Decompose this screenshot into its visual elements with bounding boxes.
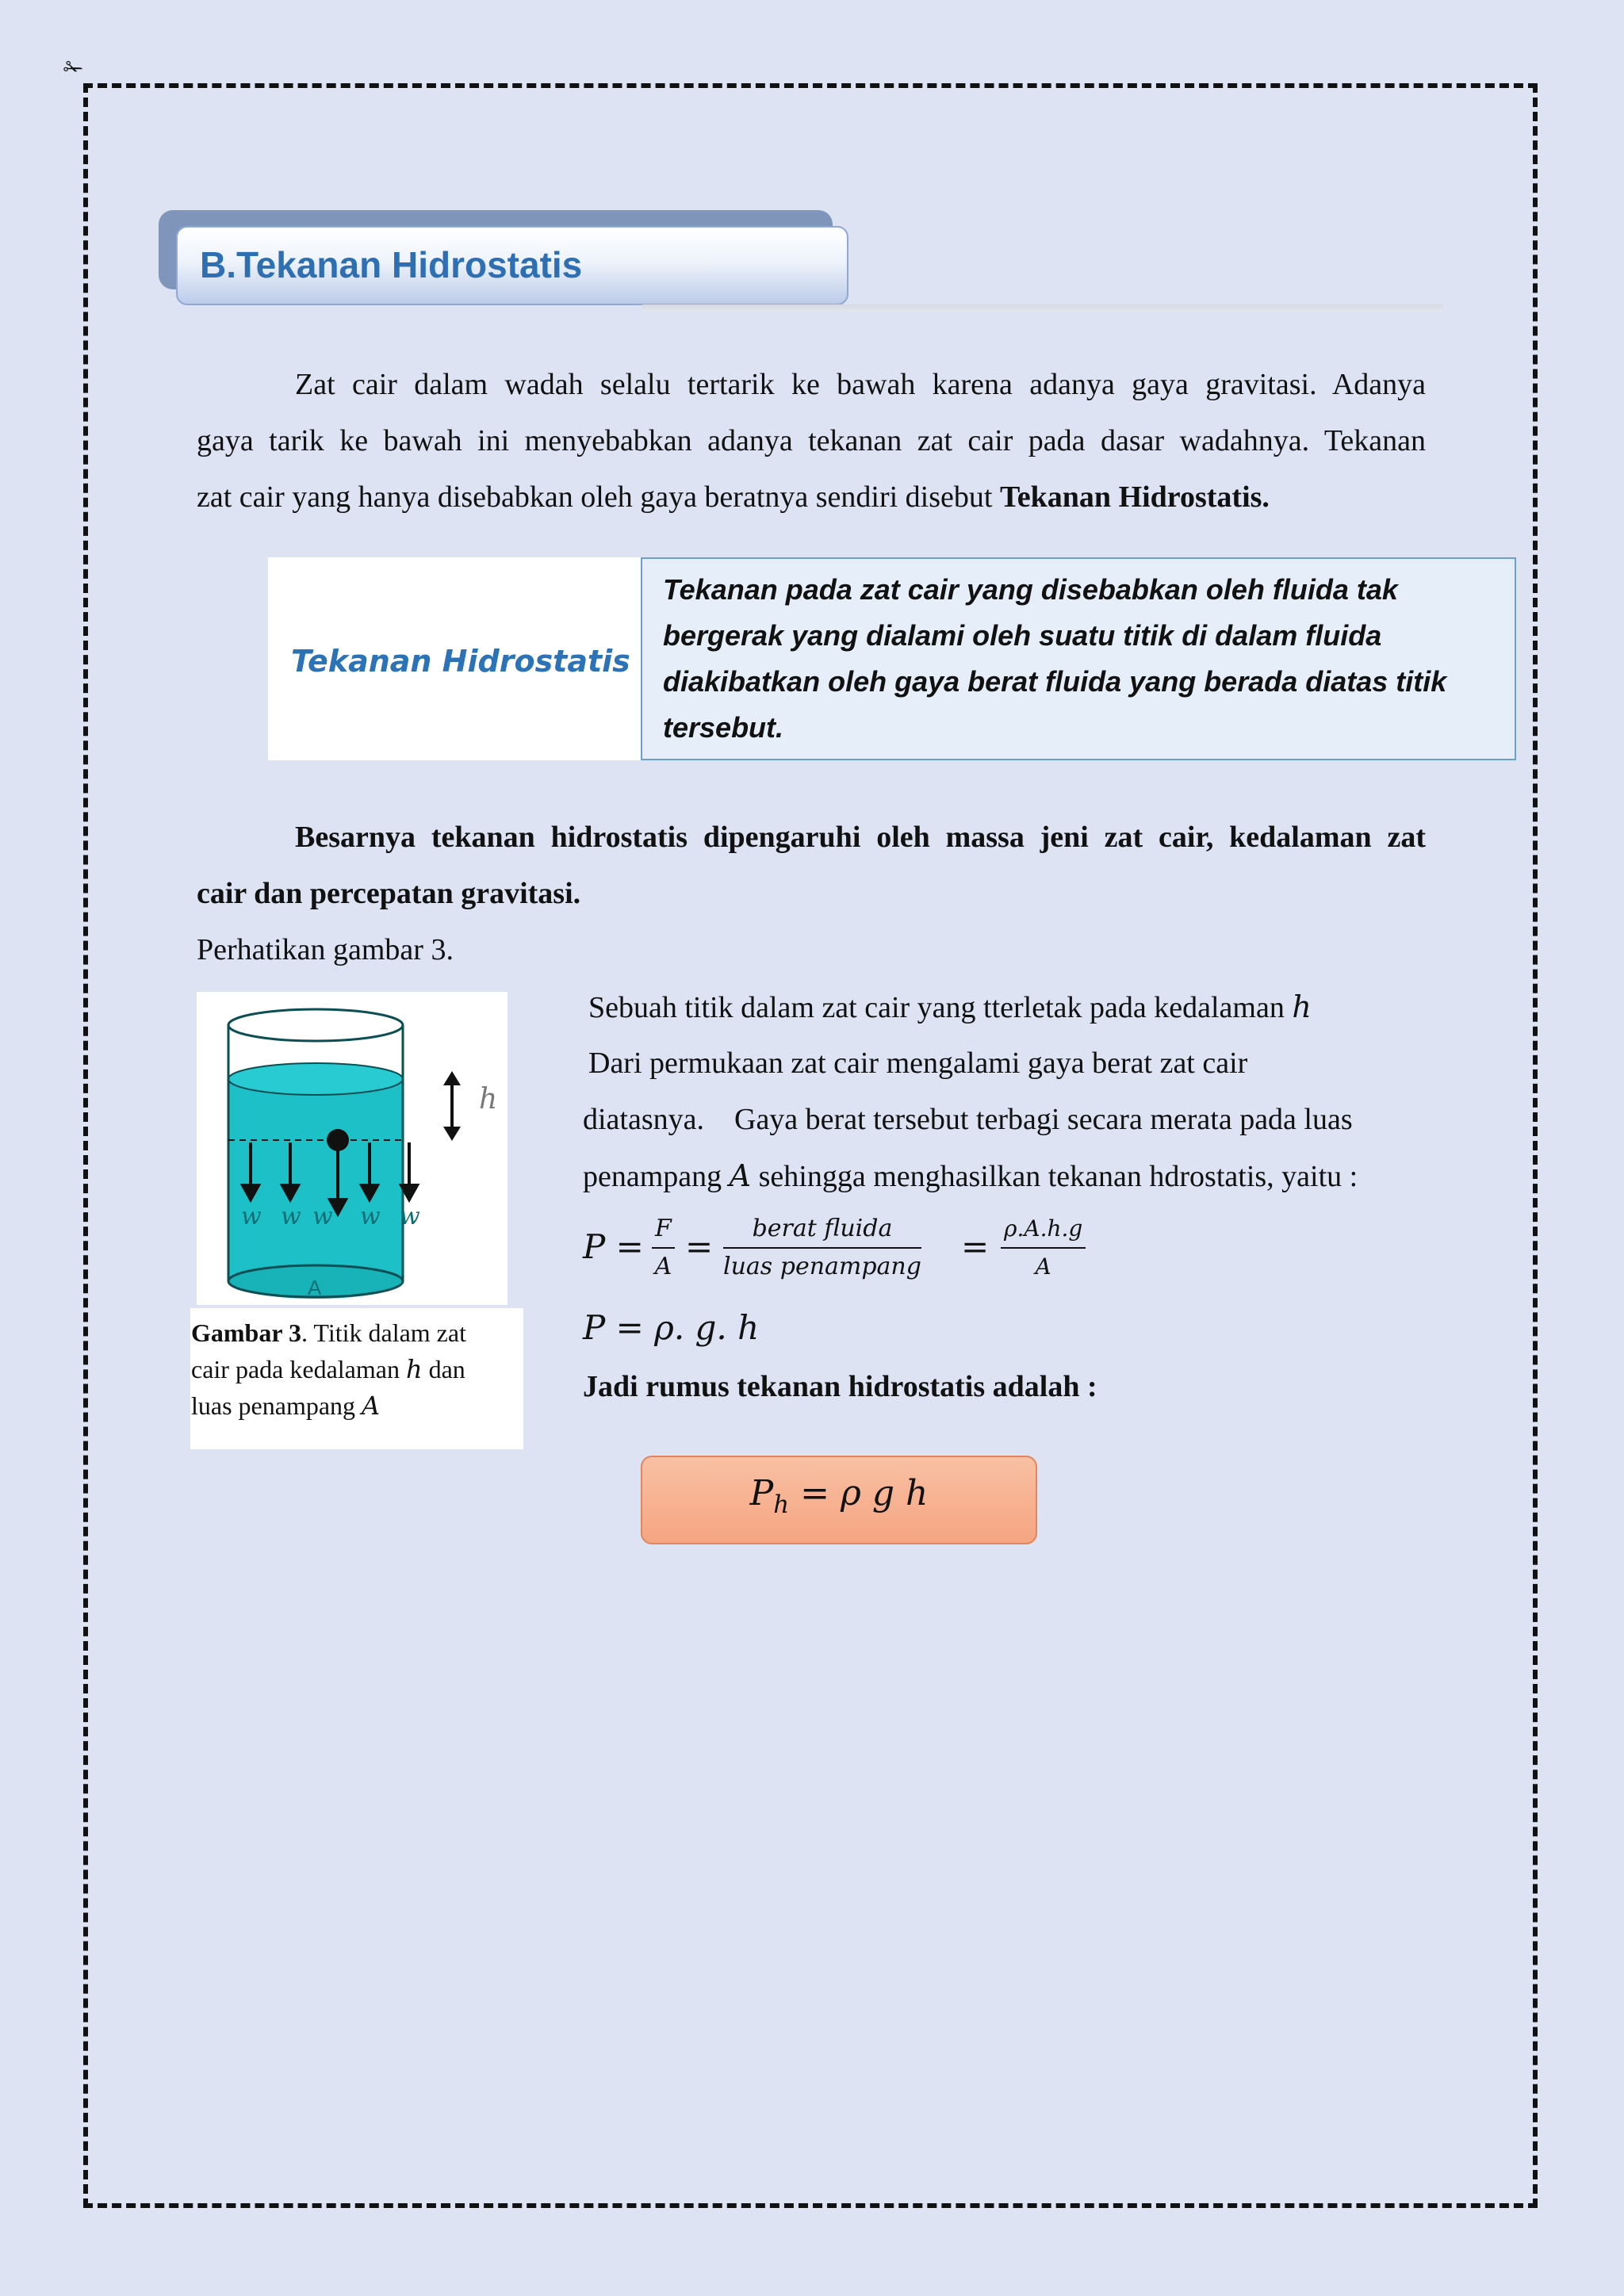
explanation-line-1: Sebuah titik dalam zat cair yang tterletak pada kedalaman h — [588, 989, 1312, 1024]
explanation-line-2: Dari permukaan zat cair mengalami gaya berat zat cair — [588, 1047, 1248, 1080]
figure-reference: Perhatikan gambar 3. — [197, 933, 454, 966]
hydrostatic-formula: $P_h = \rho$ g h — [749, 1473, 929, 1519]
svg-text:w: w — [281, 1203, 301, 1230]
factors-line-1: Besarnya tekanan hidrostatis dipengaruhi oleh massa jeni zat cair, kedalaman zat — [295, 821, 1426, 854]
title-underline — [642, 304, 1443, 312]
area-label: A — [308, 1276, 322, 1299]
definition-term: Tekanan Hidrostatis — [291, 644, 630, 679]
simplified-equation: P = ρ. g. h — [583, 1308, 760, 1347]
intro-line-1: Zat cair dalam wadah selalu tertarik ke bawah karena adanya gaya gravitasi. Adanya — [295, 368, 1426, 401]
explanation-line-3: diatasnya. Gaya berat tersebut terbagi secara merata pada luas — [583, 1103, 1353, 1136]
conclusion-text: Jadi rumus tekanan hidrostatis adalah : — [583, 1370, 1097, 1403]
scissors-icon: ✁ — [63, 55, 84, 82]
liquid-surface — [228, 1063, 403, 1095]
eq-equals-2: = — [961, 1227, 990, 1266]
definition-description: Tekanan pada zat cair yang disebabkan oleh fluida tak bergerak yang dialami oleh suatu titik di dalam fluida diakibatkan oleh gaya berat fluida yang berada diatas titik tersebut. — [663, 573, 1447, 744]
svg-text:w: w — [312, 1203, 333, 1230]
factors-line-2: cair dan percepatan gravitasi. — [197, 877, 581, 910]
intro-line-3: zat cair yang hanya disebabkan oleh gaya beratnya sendiri disebut Tekanan Hidrostatis. — [197, 480, 1270, 514]
svg-text:w: w — [360, 1203, 381, 1230]
svg-text:w: w — [241, 1203, 262, 1230]
term-bold: Tekanan Hidrostatis. — [999, 480, 1270, 514]
h-label: h — [479, 1083, 498, 1115]
frac-rho-a-h-g: $\frac{\rho.A.h.g}{A}$ — [1001, 1211, 1086, 1285]
cylinder-top-rim — [228, 1009, 403, 1041]
figure-caption: Gambar 3. Titik dalam zat cair pada kedalaman h dan luas penampang A — [191, 1318, 466, 1421]
svg-text:w: w — [400, 1203, 420, 1230]
cylinder-figure — [197, 992, 508, 1305]
frac-f-over-a: $\frac{F}{A}$ — [652, 1211, 675, 1285]
eq-equals-1: = — [685, 1227, 714, 1266]
point-marker — [327, 1129, 349, 1151]
frac-weight-over-area: berat fluida luas penampang — [723, 1211, 921, 1285]
eq-lhs: P = — [583, 1227, 644, 1266]
section-title: B.Tekanan Hidrostatis — [200, 244, 583, 285]
explanation-line-4: penampang A sehingga menghasilkan tekanan hdrostatis, yaitu : — [583, 1158, 1358, 1193]
intro-line-2: gaya tarik ke bawah ini menyebabkan adanya tekanan zat cair pada dasar wadahnya. Tekanan — [197, 424, 1426, 457]
